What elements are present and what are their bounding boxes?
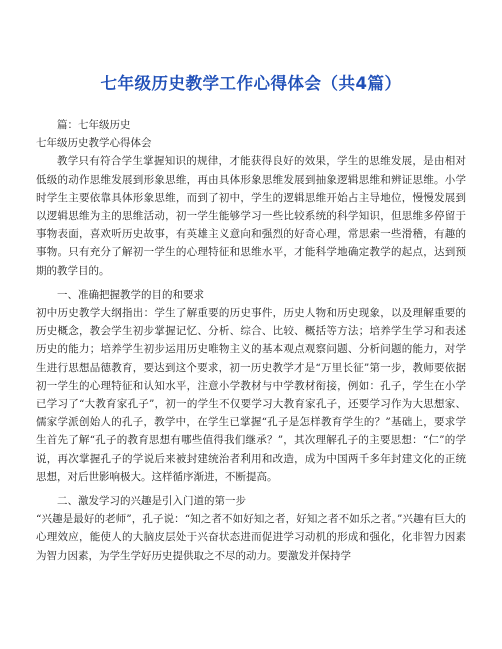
intro-paragraph: 教学只有符合学生掌握知识的规律，才能获得良好的效果，学生的思维发展，是由相对低级的动作思维发展到形象思维，再由具体形象思维发展到抽象逻辑思维和辨证思维。小学时学生主要依靠具体形象思维，而到了初中，学生的逻辑思维开始占主导地位，慢慢发展到以逻辑思维为主的思维活动，初一学生能够学习一些比较系统的科学知识，但思维多停留于事物表面，喜欢听历史故事，有英雄主义意向和强烈的好奇心理，常思索一些滑稽，有趣的事物。只有充分了解初一学生的心理特征和思维水平，才能科学地确定教学的起点，达到预期的教学目的。 bbox=[36, 155, 466, 277]
section-heading-1: 一、准确把握教学的目的和要求 bbox=[57, 288, 204, 301]
document-title: 七年级历史教学工作心得体会（共4篇） bbox=[100, 74, 402, 93]
section-heading-2: 二、激发学习的兴趣是引入门道的第一步 bbox=[57, 495, 246, 508]
document-subtitle: 七年级历史教学心得体会 bbox=[36, 137, 152, 150]
category-line: 篇：七年级历史 bbox=[57, 119, 131, 131]
section-body-1: 初中历史教学大纲指出：学生了解重要的历史事件，历史人物和历史现象，以及理解重要的历史概念，教会学生初步掌握记忆、分析、综合、比较、概括等方法；培养学生学习和表述历史的能力；培养学生初步运用历史唯物主义的基本观点观察问题、分析问题的能力，对学生进行思想品德教育，要达到这个要求，初一历史教学才是“万里长征”第一步，教师要依据初一学生的心理特征和认知水平，注意小学教材与中学教材衔接，例如：孔子，学生在小学已学习了“大教育家孔子”，初一的学生不仅要学习大教育家孔子，还要学习作为大思想家、儒家学派创始人的孔子，教学中，在学生已掌握“孔子是怎样教育学生的？”基础上，要求学生首先了解“孔子的教育思想有哪些值得我们继承？”，其次理解孔子的主要思想：“仁”的学说，再次掌握孔子的学说后来被封建统治者利用和改造，成为中国两千多年封建文化的正统思想，对后世影响极大。这样循序渐进，不断提高。 bbox=[36, 307, 466, 483]
section-body-2: “兴趣是最好的老师”，孔子说：“知之者不如好知之者，好知之者不如乐之者。”兴趣有巨大的心理效应，能使人的大脑皮层处于兴奋状态进而促进学习动机的形成和强化，化非智力因素为智力因素，为学生学好历史提供取之不尽的动力。要激发并保持学 bbox=[36, 513, 466, 562]
